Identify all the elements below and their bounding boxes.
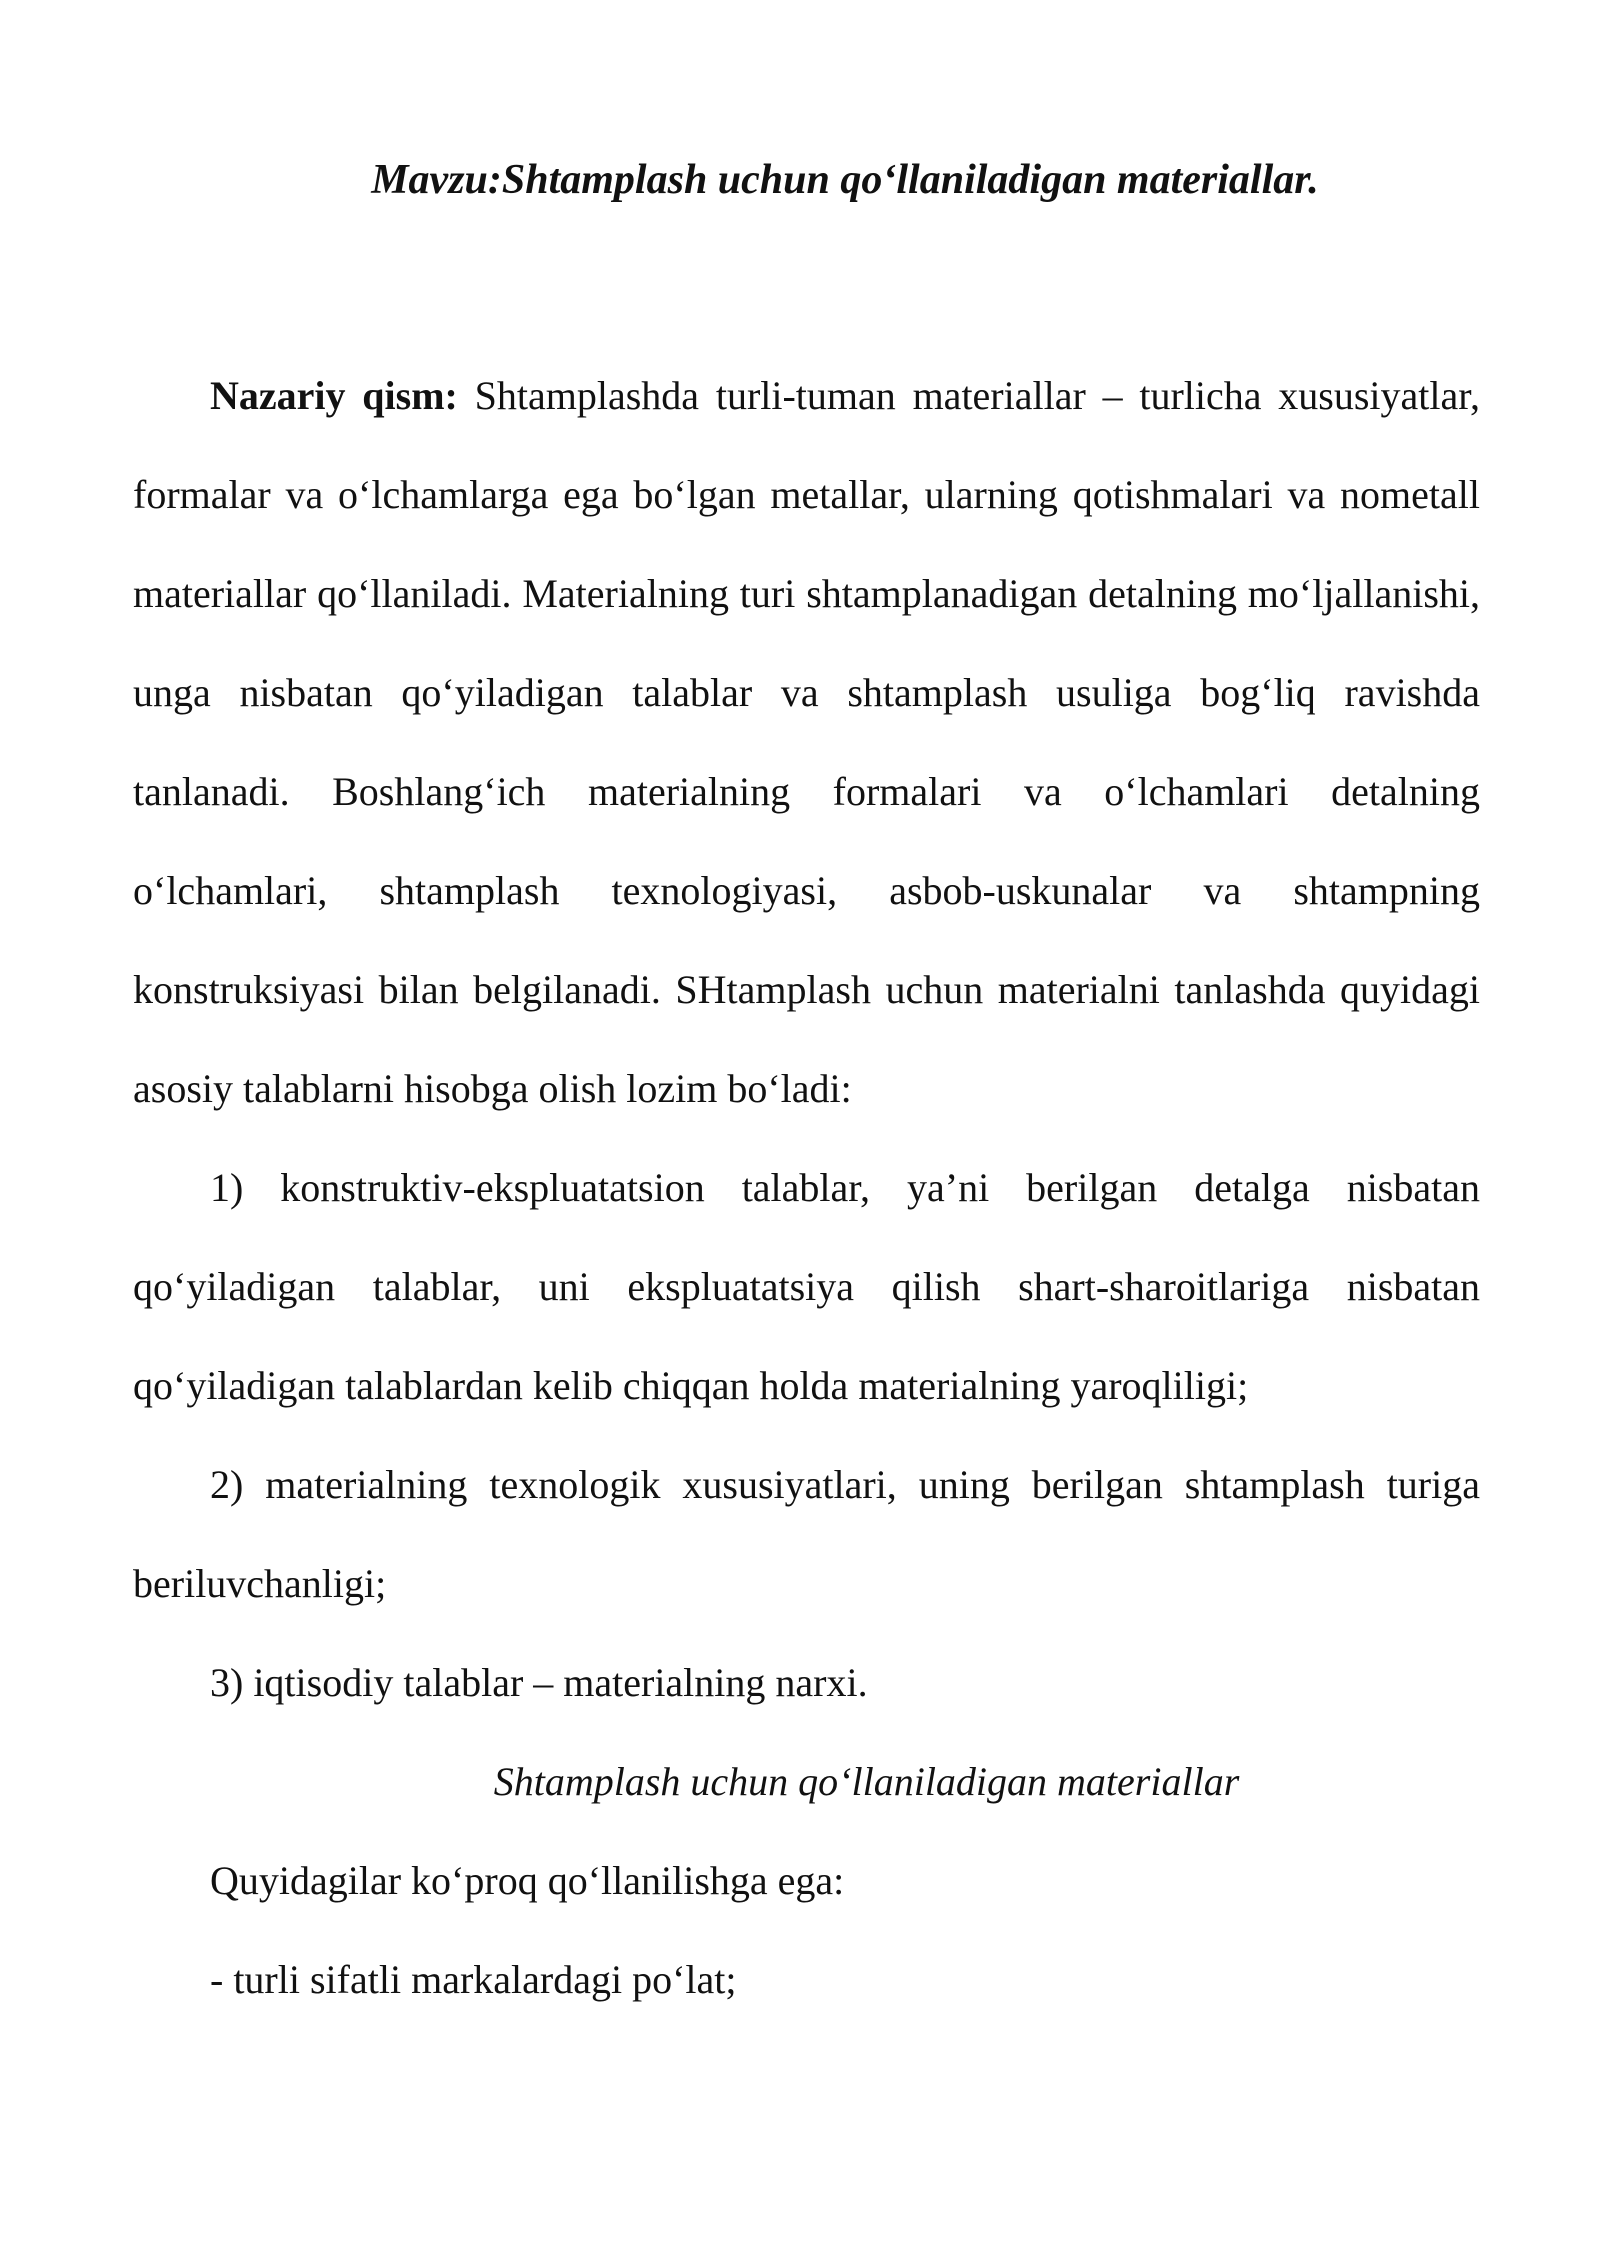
bullet-item: - turli sifatli markalardagi po‘lat; [210,1957,737,2002]
list-item: 2) materialning texnologik xususiyatlari, uning berilgan shtamplash turiga beriluvchanligi; [133,1462,1480,1606]
lead-in-text: Quyidagilar ko‘proq qo‘llanilishga ega: [210,1858,845,1903]
document-title: Mavzu:Shtamplash uchun qo‘llaniladigan materiallar. [371,157,1319,203]
list-item: 1) konstruktiv-ekspluatatsion talablar, ya’ni berilgan detalga nisbatan qo‘yiladigan talablar, uni ekspluatatsiya qilish shart-sharoitlariga nisbatan qo‘yiladigan talablardan kelib chiqqan holda materialning yaroqliligi; [133,1165,1480,1408]
intro-label: Nazariy qism: [210,373,458,418]
list-item: 3) iqtisodiy talablar – materialning narxi. [210,1660,868,1705]
document-body [133,346,1480,2029]
section-heading: Shtamplash uchun qo‘llaniladigan materiallar [493,1759,1240,1804]
intro-paragraph [133,346,1480,1138]
intro-text: Shtamplashda turli-tuman materiallar – turlicha xususiyatlar, formalar va o‘lchamlarga ega bo‘lgan metallar, ularning qotishmalari va nometall materiallar qo‘llaniladi. Materialning turi shtamplanadigan detalning mo‘ljallanishi, unga nisbatan qo‘yiladigan talablar va shtamplash usuliga bog‘liq ravishda tanlanadi. Boshlang‘ich materialning formalari va o‘lchamlari detalning o‘lchamlari, shtamplash texnologiyasi, asbob-uskunalar va shtampning konstruksiyasi bilan belgilanadi. SHtamplash uchun materialni tanlashda quyidagi asosiy talablarni hisobga olish lozim bo‘ladi: [133,373,1480,1111]
